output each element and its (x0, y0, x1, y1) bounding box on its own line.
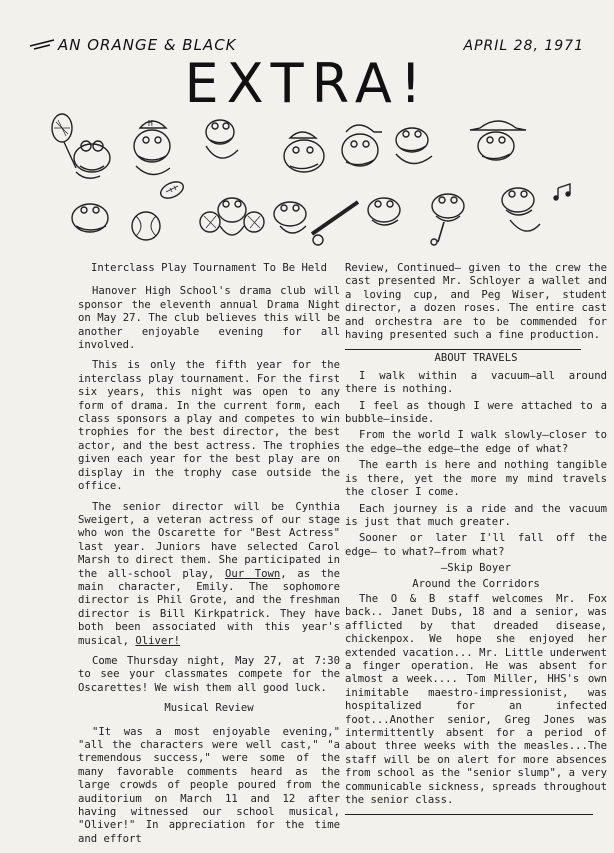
extra-title: EXTRA! (184, 52, 430, 115)
cartoon-frogs-illustration (40, 110, 580, 250)
poem-line: Each journey is a ride and the vacuum is just that much greater. (345, 502, 607, 528)
text-run: The senior director will be Cynthia Sweigert, a veteran actress of our stage who won the Oscarette for "Best Actress" last year. Juniors have selected Carol Marsh to direct them. She participated in the all-school play, (78, 500, 340, 580)
pen-stroke-mark (28, 34, 58, 54)
poem-line: Sooner or later I'll fall off the edge– to what?–from what? (345, 532, 607, 558)
poem-line: The earth is here and nothing tangible is there, yet the more my mind travels the closer I come. (345, 459, 607, 499)
article-paragraph: This is only the fifth year for the interclass play tournament. For the first six years, this night was open to any form of drama. In the current form, each class sponsors a play and competes to win trophies for the best director, the best actor, and the best actress. The trophies given each year for the best play are on display in the trophy case outside the office. (78, 359, 340, 493)
headline-interclass-play: Interclass Play Tournament To Be Held (91, 262, 327, 274)
musical-title: Oliver! (135, 634, 181, 647)
article-paragraph (78, 501, 340, 648)
svg-text:H: H (148, 119, 153, 128)
poem-line: I walk within a vacuum–all around there is nothing. (345, 369, 607, 396)
article-paragraph: Hanover High School's drama club will sponsor the eleventh annual Drama Night on May 27. The club believes this will be another enjoyable evening for all involved. (78, 285, 340, 352)
poem-line: From the world I walk slowly–closer to the edge–the edge–the edge of what? (345, 429, 607, 455)
poem-line: I feel as though I were attached to a bubble–inside. (345, 399, 607, 426)
right-column (345, 262, 607, 817)
headline-about-travels: ABOUT TRAVELS (434, 352, 518, 365)
text-run: , as the main character, Emily. The sophomore director is Phil Grote, and the freshman director is Bill Kirkpatrick. They have both been associated with this year's musical, (78, 567, 340, 647)
headline-around-corridors: Around the Corridors (412, 577, 540, 590)
left-column (78, 262, 340, 853)
divider (345, 349, 581, 350)
divider (345, 814, 593, 815)
poem-author: –Skip Boyer (440, 562, 512, 575)
headline-musical-review: Musical Review (164, 702, 254, 715)
play-title: Our Town (224, 567, 281, 580)
article-paragraph: "It was a most enjoyable evening," "all the characters were well cast," "a tremendous success," were some of the many favorable comments heard as the large crowds of people poured from the auditorium on March 11 and 12 after having witnessed our school musical, "Oliver!" In appreciation for the time and effort (78, 725, 340, 845)
corridors-paragraph: The O & B staff welcomes Mr. Fox back.. Janet Dubs, 18 and a senior, was afflicted by that dreaded disease, chickenpox. We hope she enjoyed her extended vacation... Mr. Little underwent a finger operation. He was absent for almost a week.... Tom Miller, HHS's own inimitable maestro-impressionist, was hospitalized for an infected foot...Another senior, Greg Jones was intermittently absent for a period of about three weeks with the measles...The staff will be on alert for more absences from school as the "senior slump", a very communicable sickness, spreads throughout the senior class. (345, 592, 607, 807)
review-continued: Review, Continued– given to the crew the cast presented Mr. Schloyer a wallet and a loving cup, and Peg Wiser, student director, a dozen roses. The entire cast and orchestra are to be commended for having presented such a fine production. (345, 262, 607, 342)
article-paragraph: Come Thursday night, May 27, at 7:30 to see your classmates compete for the Oscarettes! We wish them all good luck. (78, 654, 340, 694)
issue-date: APRIL 28, 1971 (463, 38, 584, 54)
paper-name: AN ORANGE & BLACK (58, 36, 237, 54)
